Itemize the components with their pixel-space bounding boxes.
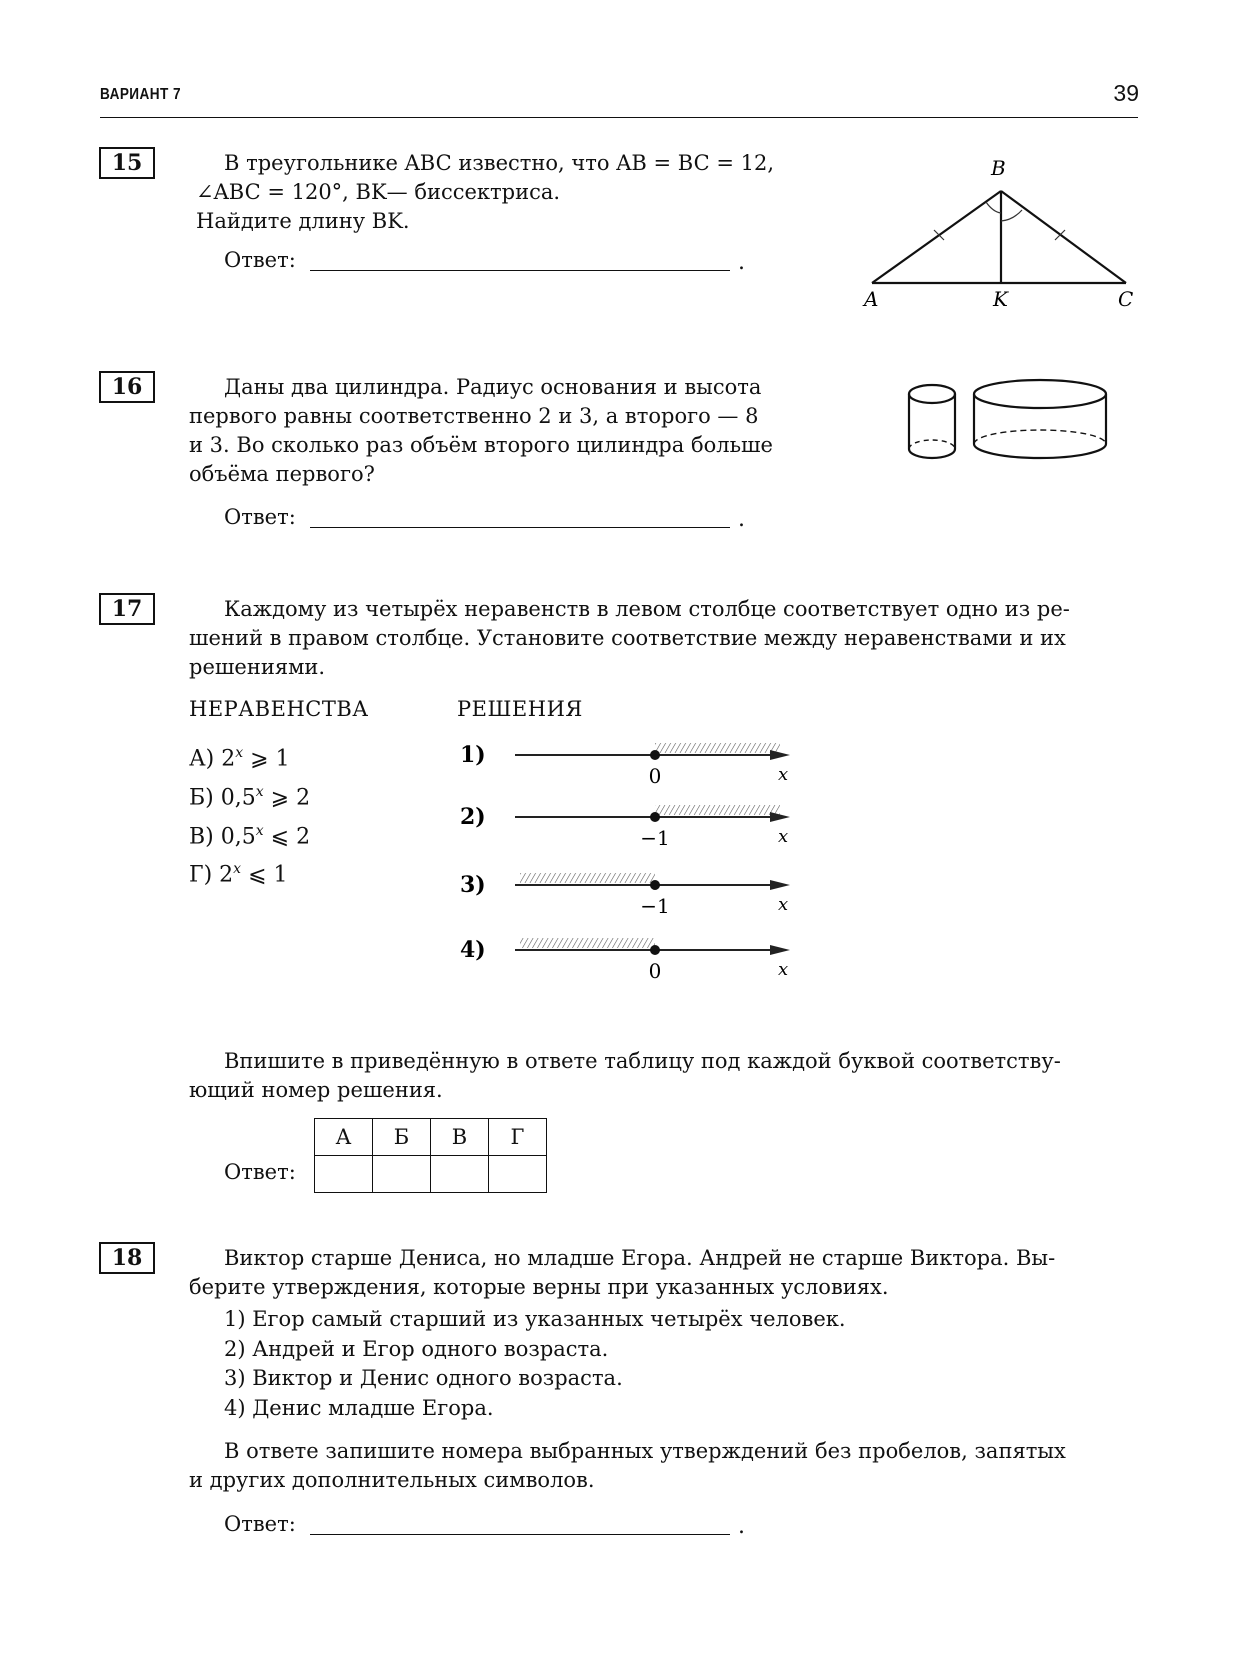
inequality-letter: А) [189,746,215,772]
side-ab [872,191,1001,283]
statement-1: 1) Егор самый старший из указанных четырёх человек. [224,1307,846,1331]
inequalities-header: НЕРАВЕНСТВА [189,697,369,721]
task-18-answer-label: Ответ: [224,1512,296,1536]
inequality-letter: В) [189,823,214,849]
inequality-base: 2 [221,746,236,772]
header-variant: ВАРИАНТ 7 [100,86,181,103]
angle-arc-right [1001,210,1022,221]
large-cylinder [974,380,1106,458]
inequality-base: 0,5 [220,785,256,811]
task-16-answer-field[interactable] [310,527,730,528]
axis-arrow-icon [770,880,790,890]
task-17-instruction-line-1: Впишите в приведённую в ответе таблицу под каждой буквой соответству- [224,1049,1061,1073]
inequality-g [189,853,310,892]
task-16-number: 16 [99,371,155,403]
solution-point-label: 0 [648,764,662,788]
solution-hatch [520,938,655,948]
task-17-line-1: Каждому из четырёх неравенств в левом столбце соответствует одно из ре- [224,597,1070,621]
task-15-answer-dot: . [738,250,745,275]
task-16-line-1: Даны два цилиндра. Радиус основания и высота [224,375,762,399]
inequality-letter: Б) [189,785,214,811]
answer-table-header-g: Г [489,1119,547,1156]
inequality-exponent: x [255,822,264,839]
solution-point-label: −1 [640,826,670,850]
answer-table-input-row [315,1156,547,1193]
task-16-line-3: и 3. Во сколько раз объём второго цилиндра больше [189,433,773,457]
answer-table-header-row [315,1119,547,1156]
inequality-relation: ⩾ 2 [270,785,311,811]
task-17-number: 17 [99,593,155,625]
task-18-line-2: берите утверждения, которые верны при указанных условиях. [189,1275,889,1299]
task-15-line-2: ∠ABC = 120°, BK— биссектриса. [196,180,561,204]
task-15-number: 15 [99,147,155,179]
axis-label: x [778,826,789,847]
solution-point [650,750,660,760]
task-17-answer-label: Ответ: [224,1160,296,1184]
solution-point-label: −1 [640,894,670,918]
vertex-label-c: C [1118,287,1134,310]
vertex-label-b: B [991,156,1006,180]
inequality-a [189,737,310,776]
inequality-v [189,815,310,854]
task-18-statements [224,1305,846,1423]
task-15-answer-field[interactable] [310,270,730,271]
vertex-label-a: A [864,287,879,310]
inequalities-list [189,737,310,892]
cylinders-figure [900,370,1130,460]
statement-2: 2) Андрей и Егор одного возраста. [224,1336,609,1361]
inequality-exponent: x [235,745,244,761]
side-bc [1001,191,1126,283]
solutions-header: РЕШЕНИЯ [457,697,583,721]
header-divider [100,117,1138,118]
solution-hatch [655,743,780,753]
solution-label: 2) [460,804,486,830]
inequality-base: 0,5 [220,823,256,849]
task-15-answer-label: Ответ: [224,248,296,272]
solution-label: 1) [460,742,486,768]
task-16-line-2: первого равны соответственно 2 и 3, а второго — 8 [189,404,759,428]
answer-cell-v[interactable] [431,1156,489,1193]
task-17-line-3: решениями. [189,655,326,679]
small-cylinder [909,385,955,458]
solution-label: 3) [460,872,486,898]
inequality-letter: Г) [189,862,213,888]
task-18-answer-field[interactable] [310,1534,730,1535]
task-15-line-3: Найдите длину BK. [196,209,410,233]
task-18-number: 18 [99,1242,155,1274]
axis-label: x [778,764,789,785]
answer-table-header-v: В [431,1119,489,1156]
axis-label: x [778,894,789,915]
point-label-k: K [993,287,1008,310]
answer-table-header-b: Б [373,1119,431,1156]
task-18-instruction-line-2: и других дополнительных символов. [189,1468,595,1492]
angle-arc-left [986,202,1001,213]
solution-point [650,812,660,822]
task-16-answer-dot: . [738,507,745,532]
task-18-answer-dot: . [738,1514,745,1539]
answer-cell-b[interactable] [373,1156,431,1193]
solution-hatch [520,873,655,883]
solution-hatch [655,805,780,815]
task-16-answer-label: Ответ: [224,505,296,529]
task-18-line-1: Виктор старше Дениса, но младше Егора. Андрей не старше Виктора. Вы- [224,1246,1056,1270]
inequality-relation: ⩾ 1 [250,746,290,772]
answer-cell-a[interactable] [315,1156,373,1193]
page-number: 39 [1113,80,1139,106]
inequality-b [189,776,310,815]
axis-arrow-icon [770,945,790,955]
task-16-line-4: объёма первого? [189,462,375,486]
axis-label: x [778,959,789,980]
answer-table-header-a: А [315,1119,373,1156]
inequality-relation: ⩽ 1 [248,862,288,888]
inequality-exponent: x [233,861,242,878]
solution-number-lines [460,735,840,1005]
solution-point-label: 0 [648,959,662,983]
task-18-instruction-line-1: В ответе запишите номера выбранных утверждений без пробелов, запятых [224,1439,1066,1463]
triangle-figure [850,150,1150,310]
inequality-relation: ⩽ 2 [270,823,311,849]
answer-cell-g[interactable] [489,1156,547,1193]
task-17-answer-table [314,1118,547,1193]
solution-point [650,880,660,890]
task-15-line-1: В треугольнике ABC известно, что AB = BC = 12, [224,151,774,175]
solution-point [650,945,660,955]
solution-label: 4) [460,937,486,963]
inequality-base: 2 [219,862,234,888]
statement-3: 3) Виктор и Денис одного возраста. [224,1366,623,1390]
inequality-exponent: x [255,783,264,800]
statement-4: 4) Денис младше Егора. [224,1395,494,1420]
task-17-instruction-line-2: ющий номер решения. [189,1078,443,1102]
task-17-line-2: шений в правом столбце. Установите соответствие между неравенствами и их [189,626,1066,650]
